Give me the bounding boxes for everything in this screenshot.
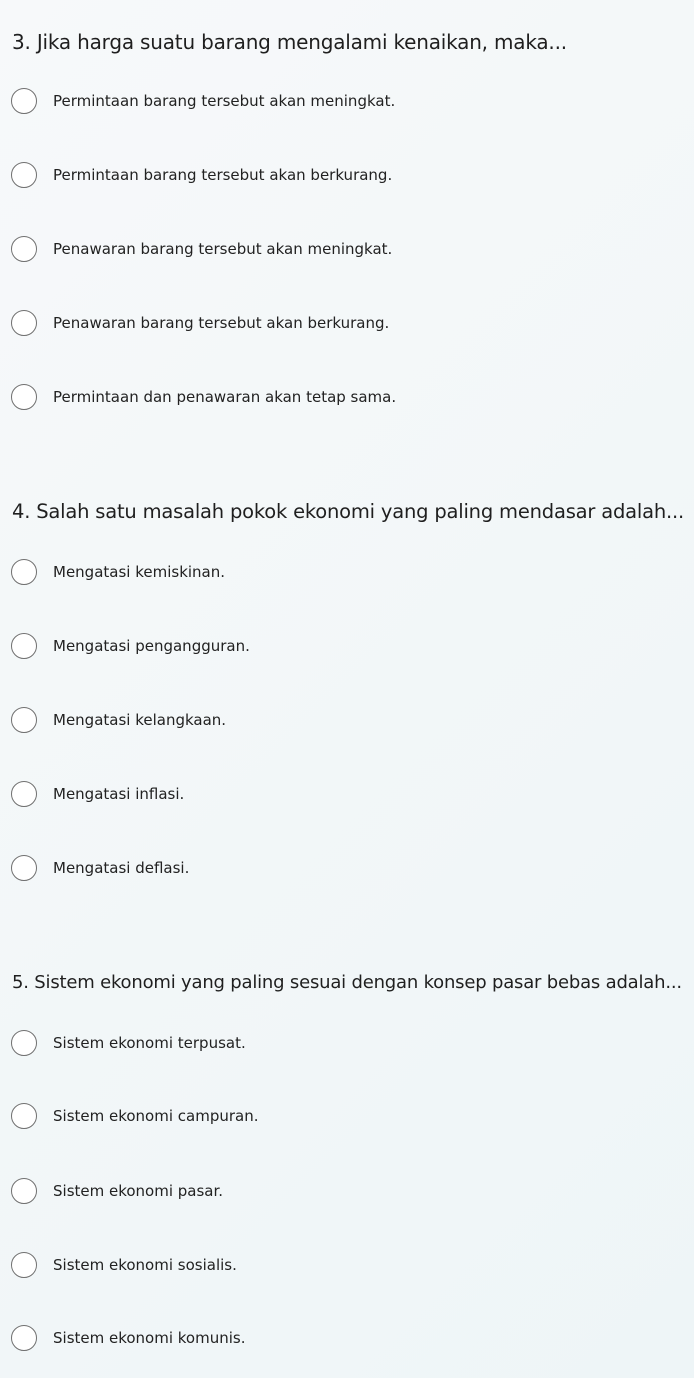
radio-circle-icon[interactable] <box>11 781 37 807</box>
option-label: Mengatasi kemiskinan. <box>53 563 226 581</box>
radio-circle-icon[interactable] <box>11 1325 37 1351</box>
option-radio[interactable] <box>0 1097 694 1137</box>
radio-circle-icon[interactable] <box>11 1252 37 1278</box>
option-label: Sistem ekonomi sosialis. <box>53 1256 237 1274</box>
radio-circle-icon[interactable] <box>11 855 37 881</box>
option-radio[interactable] <box>0 156 694 196</box>
option-radio[interactable] <box>0 1246 694 1286</box>
question-title: 3. Jika harga suatu barang mengalami kenaikan, maka... <box>12 30 567 54</box>
radio-circle-icon[interactable] <box>11 707 37 733</box>
option-label: Sistem ekonomi komunis. <box>53 1329 246 1347</box>
option-label: Sistem ekonomi terpusat. <box>53 1034 246 1052</box>
radio-circle-icon[interactable] <box>11 236 37 262</box>
option-label: Mengatasi inflasi. <box>53 785 185 803</box>
option-label: Mengatasi pengangguran. <box>53 637 250 655</box>
option-radio[interactable] <box>0 304 694 344</box>
radio-circle-icon[interactable] <box>11 1030 37 1056</box>
radio-circle-icon[interactable] <box>11 633 37 659</box>
option-label: Permintaan barang tersebut akan berkurang. <box>53 166 393 184</box>
radio-circle-icon[interactable] <box>11 1178 37 1204</box>
option-label: Penawaran barang tersebut akan berkurang. <box>53 314 390 332</box>
question-title: 5. Sistem ekonomi yang paling sesuai dengan konsep pasar bebas adalah... <box>12 972 682 993</box>
option-radio[interactable] <box>0 553 694 593</box>
option-radio[interactable] <box>0 701 694 741</box>
option-radio[interactable] <box>0 378 694 418</box>
option-radio[interactable] <box>0 849 694 889</box>
option-label: Penawaran barang tersebut akan meningkat. <box>53 240 393 258</box>
option-label: Sistem ekonomi pasar. <box>53 1182 224 1200</box>
option-label: Mengatasi deflasi. <box>53 859 190 877</box>
radio-circle-icon[interactable] <box>11 1103 37 1129</box>
option-radio[interactable] <box>0 627 694 667</box>
question-title: 4. Salah satu masalah pokok ekonomi yang paling mendasar adalah... <box>12 500 685 523</box>
option-label: Mengatasi kelangkaan. <box>53 711 227 729</box>
radio-circle-icon[interactable] <box>11 310 37 336</box>
option-label: Permintaan barang tersebut akan meningkat. <box>53 92 396 110</box>
radio-circle-icon[interactable] <box>11 384 37 410</box>
option-label: Sistem ekonomi campuran. <box>53 1107 259 1125</box>
radio-circle-icon[interactable] <box>11 88 37 114</box>
radio-circle-icon[interactable] <box>11 162 37 188</box>
option-radio[interactable] <box>0 1024 694 1064</box>
option-radio[interactable] <box>0 230 694 270</box>
radio-circle-icon[interactable] <box>11 559 37 585</box>
option-radio[interactable] <box>0 1172 694 1212</box>
option-radio[interactable] <box>0 1319 694 1359</box>
option-label: Permintaan dan penawaran akan tetap sama. <box>53 388 397 406</box>
option-radio[interactable] <box>0 82 694 122</box>
option-radio[interactable] <box>0 775 694 815</box>
